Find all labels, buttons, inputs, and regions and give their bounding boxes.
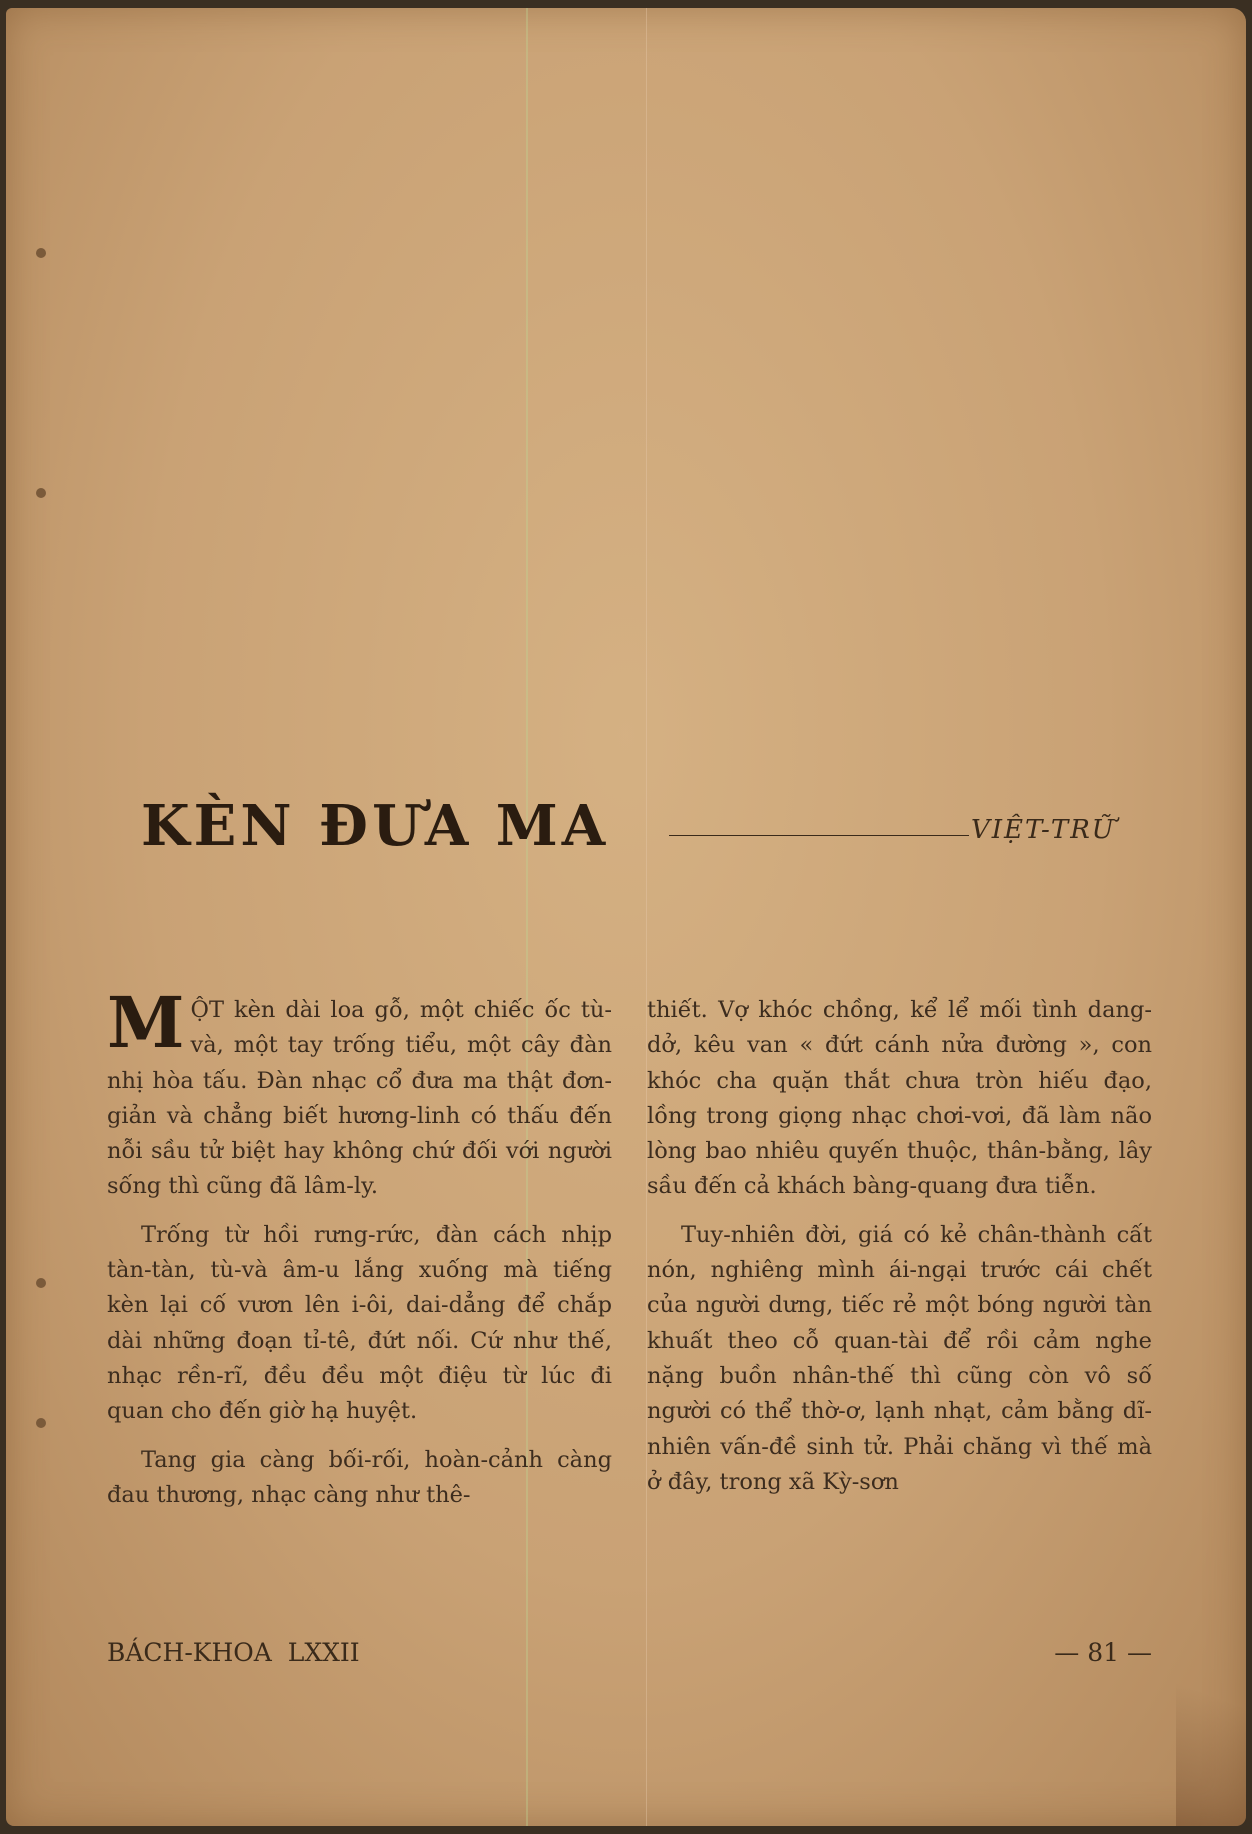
article-header <box>141 793 1151 873</box>
article-author: VIỆT-TRỮ <box>971 815 1116 845</box>
title-rule <box>669 835 969 836</box>
page-number: — 81 — <box>1054 1638 1152 1667</box>
paragraph: thiết. Vợ khóc chồng, kể lể mối tình dang-dở, kêu van « đứt cánh nửa đường », con khóc cha quặn thắt chưa tròn hiếu đạo, lồng trong giọng nhạc chơi-vơi, đã làm não lòng bao nhiêu quyến thuộc, thân-bằng, lây sầu đến cả khách bàng-quang đưa tiễn. <box>647 997 1152 1200</box>
page-footer <box>107 1638 1152 1674</box>
worn-corner <box>1176 1646 1246 1826</box>
paper-crease <box>646 8 647 1826</box>
paragraph: Tuy-nhiên đời, giá có kẻ chân-thành cất nón, nghiêng mình ái-ngại trước cái chết của người dưng, tiếc rẻ một bóng người tàn khuất theo cỗ quan-tài để rồi cảm nghe nặng buồn nhân-thế thì cũng còn vô số người có thể thờ-ơ, lạnh nhạt, cảm bằng dĩ-nhiên vấn-đề sinh tử. Phải chăng vì thế mà ở đây, trong xã Kỳ-sơn <box>647 1221 1152 1495</box>
left-column <box>107 981 612 1526</box>
drop-cap: M <box>107 981 185 1064</box>
binding-hole <box>36 488 46 498</box>
paper-crease <box>526 8 528 1826</box>
journal-name: BÁCH-KHOA LXXII <box>107 1638 360 1667</box>
right-column <box>647 993 1152 1513</box>
article-title: KÈN ĐƯA MA <box>141 793 610 859</box>
binding-hole <box>36 1278 46 1288</box>
paragraph-text: ỘT kèn dài loa gỗ, một chiếc ốc tù-và, một tay trống tiểu, một cây đàn nhị hòa tấu. Đàn nhạc cổ đưa ma thật đơn-giản và chẳng biết hương-linh có thấu đến nỗi sầu tử biệt hay không chứ đối với người sống thì cũng đã lâm-ly. <box>107 997 612 1200</box>
paragraph: Tang gia càng bối-rối, hoàn-cảnh càng đau thương, nhạc càng như thê- <box>107 1446 612 1508</box>
binding-hole <box>36 248 46 258</box>
paragraph: Trống từ hồi rưng-rức, đàn cách nhịp tàn-tàn, tù-và âm-u lắng xuống mà tiếng kèn lại cố vươn lên i-ôi, dai-dẳng để chắp dài những đoạn tỉ-tê, đứt nối. Cứ như thế, nhạc rền-rĩ, đều đều một điệu từ lúc đi quan cho đến giờ hạ huyệt. <box>107 1221 612 1425</box>
paragraph <box>107 981 612 1205</box>
binding-hole <box>36 1418 46 1428</box>
magazine-page <box>6 8 1246 1826</box>
